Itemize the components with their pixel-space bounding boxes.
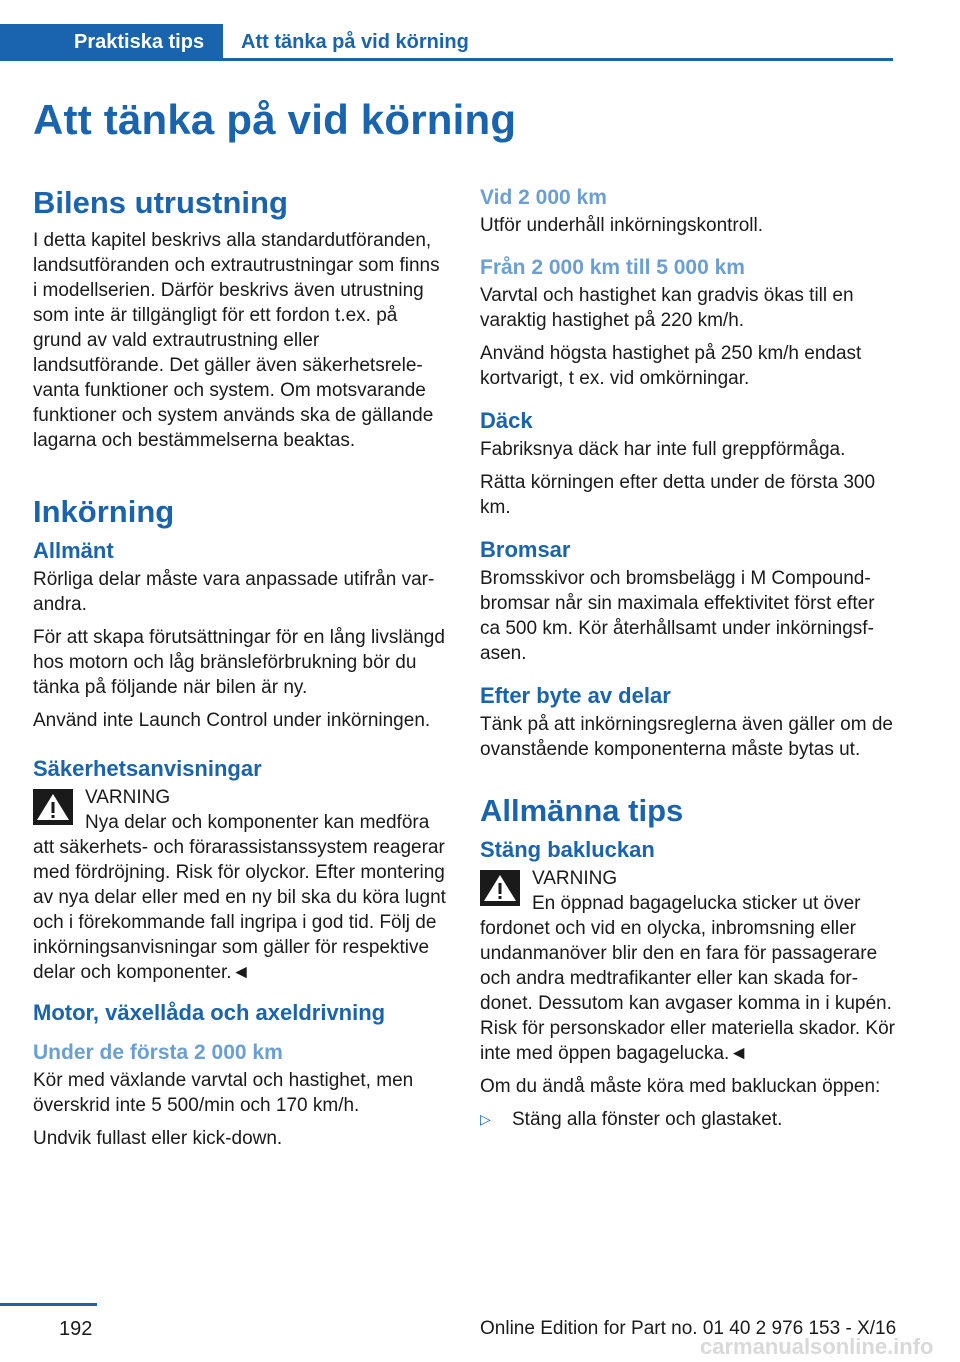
page-number: 192 <box>59 1318 93 1340</box>
header-bar <box>0 24 893 62</box>
general-heading: Allmänt <box>33 538 114 563</box>
equipment-text: I detta kapitel beskrivs alla standardutföranden, landsutföranden och extrautrustningar som finns i modellserien. Därför beskrivs även utrustning som inte är tillgängligt för ett fordon t.ex. på grund av vald extrautrustning eller landsutförande. Det gäller även säkerhetsrelevanta funktioner och system. Om motsvarande funktioner och system används ska de gällande lagarna och bestämmelserna beaktas. <box>33 230 440 451</box>
trunk-heading: Stäng bakluckan <box>480 837 655 862</box>
header-divider <box>223 58 893 61</box>
first-2000-heading: Under de första 2 000 km <box>33 1041 283 1064</box>
right-column <box>480 184 895 1132</box>
footer-divider <box>0 1303 97 1306</box>
bullet-text: Stäng alla fönster och glastaket. <box>512 1109 783 1130</box>
page-title: Att tänka på vid körning <box>33 96 517 143</box>
trunk-warning-text: En öppnad bagagelucka sticker ut över fordonet och vid en olycka, inbromsning eller undanmanöver blir den en fara för passagerare och andra medtrafikanter eller kan skada fordonet. Dessutom kan avgaser komma in i kupén. Risk för personskador eller materiella skador. Kör inte med öppen bagagelucka.◄ <box>480 893 896 1064</box>
left-column <box>33 184 448 1159</box>
warning-label: VARNING <box>85 787 171 808</box>
brakes-text: Bromsskivor och bromsbelägg i M Compound-bromsar når sin maximala effektivitet först efter ca 500 km. Kör återhållsamt under inkörningsfasen. <box>480 568 875 664</box>
edition-text: Online Edition for Part no. 01 40 2 976 153 - X/16 <box>480 1318 897 1339</box>
watermark: carmanualsonline.info <box>700 1334 934 1359</box>
parts-heading: Efter byte av delar <box>480 683 671 708</box>
safety-heading: Säkerhetsanvisningar <box>33 756 262 781</box>
warning-text: Nya delar och komponenter kan medföra att säkerhets- och förarassistanssystem reagerar med fördröjning. Risk för olyckor. Efter montering av nya delar eller med en ny bil ska du köra lugnt och i förekommande fall ingripa i god tid. Följ de inkörningsanvisningar som gäller för respektive delar och komponenter.◄ <box>33 812 446 983</box>
tires-paragraph-1: Fabriksnya däck har inte full greppförmåga. <box>480 439 846 460</box>
list-item <box>480 1107 895 1132</box>
engine-heading: Motor, växellåda och axeldrivning <box>33 1000 386 1025</box>
tips-heading: Allmänna tips <box>480 793 684 828</box>
trunk-paragraph: Om du ändå måste köra med bakluckan öppen: <box>480 1076 881 1097</box>
warning-triangle-icon <box>33 789 73 825</box>
from-2000-paragraph-1: Varvtal och hastighet kan gradvis ökas till en varaktig hastighet på 220 km/h. <box>480 285 854 331</box>
tab-praktiska-tips[interactable]: Praktiska tips <box>0 24 223 61</box>
first-2000-paragraph-1: Kör med växlande varvtal och hastighet, men överskrid inte 5 500/min och 170 km/h. <box>33 1070 414 1116</box>
breakin-heading: Inkörning <box>33 494 175 529</box>
at-2000-text: Utför underhåll inkörningskontroll. <box>480 215 764 236</box>
from-2000-heading: Från 2 000 km till 5 000 km <box>480 256 745 279</box>
general-paragraph-2: För att skapa förutsättningar för en lång livslängd hos motorn och låg bränsleförbrukning bör du tänka på följande när bilen är ny. <box>33 627 445 698</box>
parts-text: Tänk på att inkörningsreglerna även gäller om de ovanstående komponenterna måste bytas ut. <box>480 714 893 760</box>
tires-paragraph-2: Rätta körningen efter detta under de första 300 km. <box>480 472 876 518</box>
equipment-heading: Bilens utrustning <box>33 185 288 220</box>
general-paragraph-1: Rörliga delar måste vara anpassade utifrån varandra. <box>33 569 435 615</box>
bullet-arrow-icon: ▷ <box>480 1111 491 1127</box>
tab-current-section[interactable]: Att tänka på vid körning <box>241 31 469 53</box>
general-paragraph-3: Använd inte Launch Control under inkörningen. <box>33 710 431 731</box>
first-2000-paragraph-2: Undvik fullast eller kick-down. <box>33 1128 283 1149</box>
from-2000-paragraph-2: Använd högsta hastighet på 250 km/h endast kortvarigt, t ex. vid omkörningar. <box>480 343 862 389</box>
at-2000-heading: Vid 2 000 km <box>480 186 607 209</box>
warning-triangle-icon <box>480 870 520 906</box>
brakes-heading: Bromsar <box>480 537 571 562</box>
trunk-warning-label: VARNING <box>532 868 618 889</box>
tires-heading: Däck <box>480 408 533 433</box>
warning-block <box>33 785 448 985</box>
trunk-warning-block <box>480 866 895 1066</box>
